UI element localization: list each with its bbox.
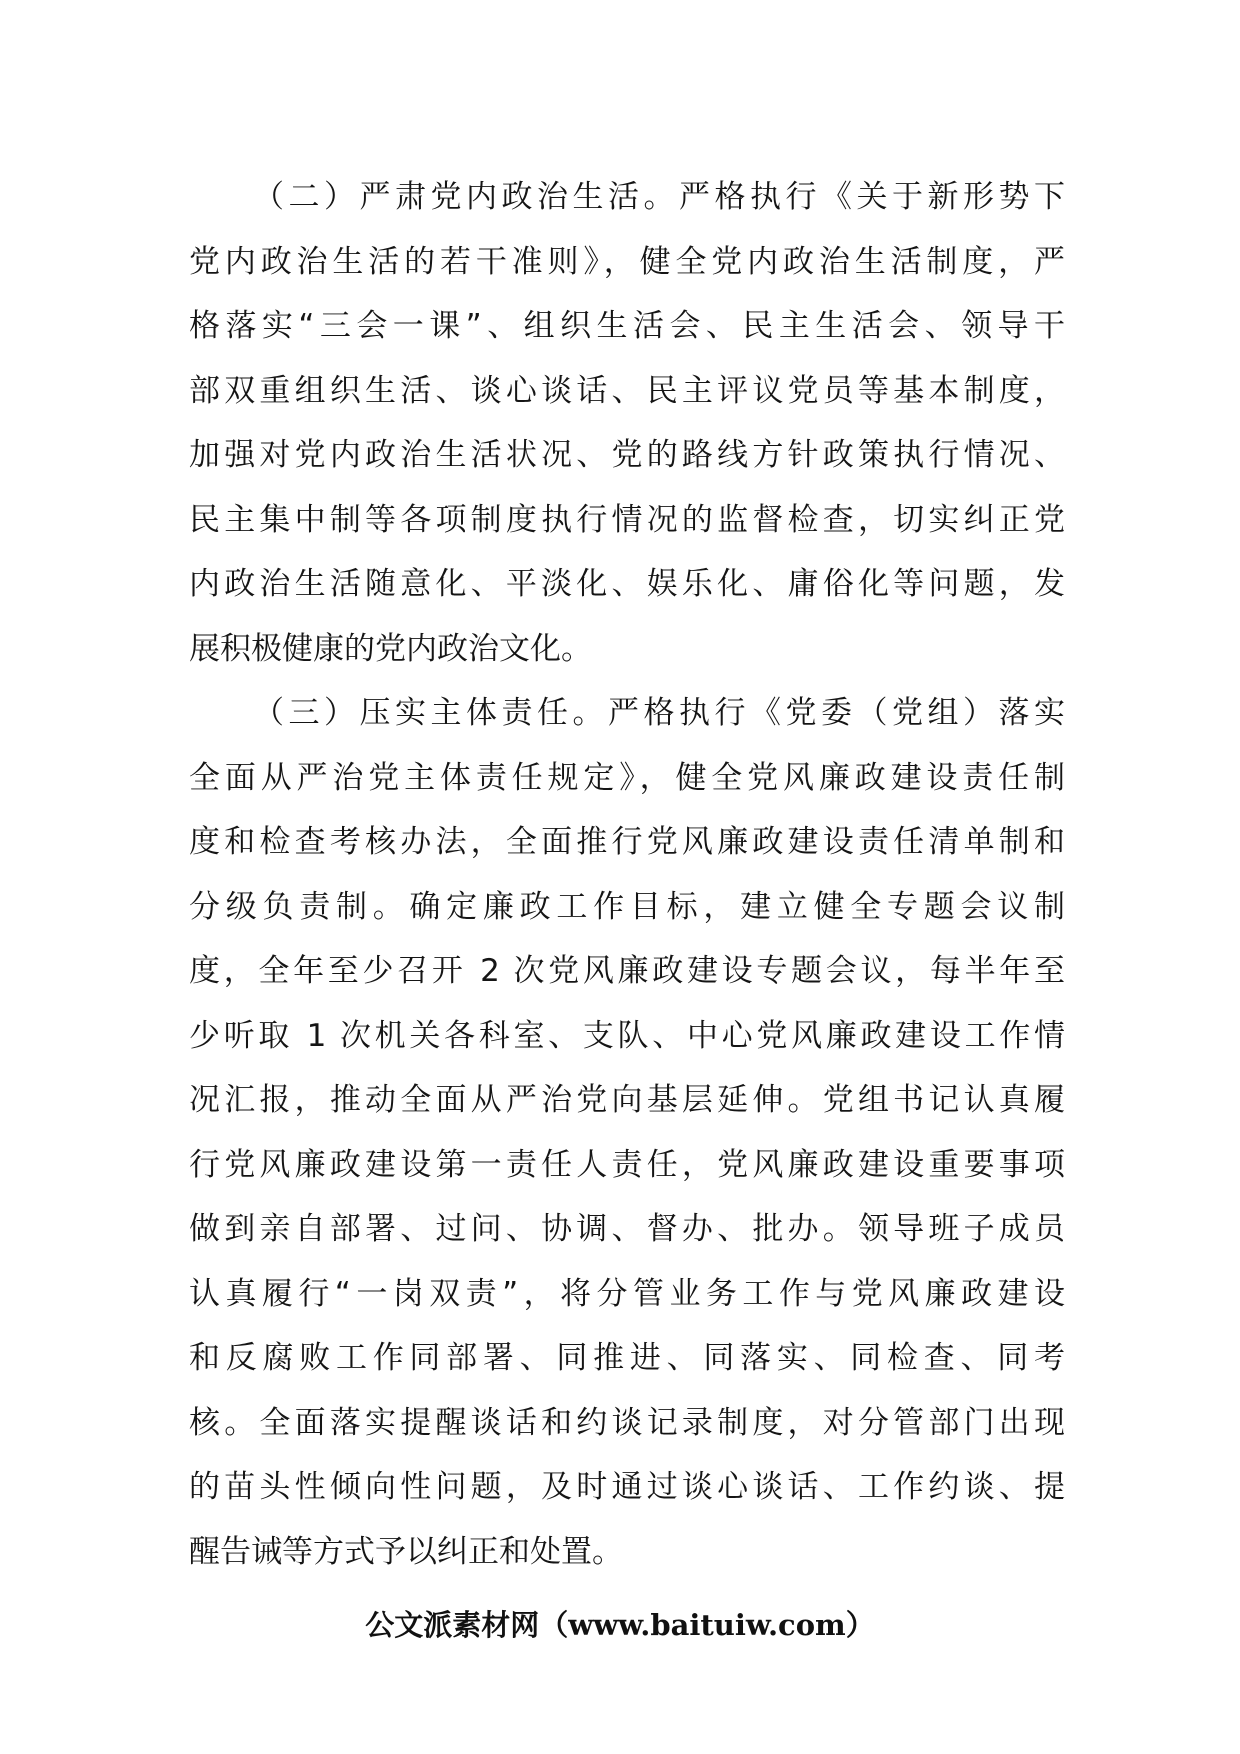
paragraph-line: 醒告诫等方式予以纠正和处置。	[189, 1533, 623, 1570]
paragraph-line: 做到亲自部署、过问、协调、督办、批办。领导班子成员	[189, 1211, 1065, 1247]
paragraph-line: 度和检查考核办法，全面推行党风廉政建设责任清单制和	[189, 824, 1065, 860]
paragraph-line: 全面从严治党主体责任规定》，健全党风廉政建设责任制	[189, 759, 1065, 796]
paragraph-line: 况汇报，推动全面从严治党向基层延伸。党组书记认真履	[189, 1082, 1065, 1118]
paragraph-line: 加强对党内政治生活状况、党的路线方针政策执行情况、	[189, 437, 1065, 473]
paragraph-line: 分级负责制。确定廉政工作目标，建立健全专题会议制	[189, 888, 1065, 925]
paragraph-line: 行党风廉政建设第一责任人责任，党风廉政建设重要事项	[189, 1146, 1065, 1183]
paragraph-line: 核。全面落实提醒谈话和约谈记录制度，对分管部门出现	[189, 1404, 1065, 1441]
document-body	[189, 165, 1065, 1584]
paragraph-line: 度，全年至少召开 2 次党风廉政建设专题会议，每半年至	[189, 953, 1065, 989]
footer-watermark: 公文派素材网（www.baituiw.com）	[365, 1608, 875, 1642]
paragraph-section-2	[189, 165, 1065, 681]
paragraph-line: 党内政治生活的若干准则》，健全党内政治生活制度，严	[189, 243, 1065, 280]
paragraph-section-3	[189, 681, 1065, 1584]
paragraph-line: 内政治生活随意化、平淡化、娱乐化、庸俗化等问题，发	[189, 566, 1065, 602]
paragraph-line: 部双重组织生活、谈心谈话、民主评议党员等基本制度，	[189, 372, 1065, 409]
paragraph-line: 认真履行“一岗双责”，将分管业务工作与党风廉政建设	[189, 1275, 1065, 1312]
paragraph-line: （二）严肃党内政治生活。严格执行《关于新形势下	[253, 179, 1065, 215]
paragraph-line: 的苗头性倾向性问题，及时通过谈心谈话、工作约谈、提	[189, 1469, 1065, 1505]
paragraph-line: 民主集中制等各项制度执行情况的监督检查，切实纠正党	[189, 501, 1065, 538]
paragraph-line: 和反腐败工作同部署、同推进、同落实、同检查、同考	[189, 1340, 1065, 1376]
paragraph-line: 少听取 1 次机关各科室、支队、中心党风廉政建设工作情	[189, 1017, 1065, 1054]
paragraph-line: 展积极健康的党内政治文化。	[189, 630, 592, 667]
paragraph-line: （三）压实主体责任。严格执行《党委（党组）落实	[253, 695, 1065, 731]
paragraph-line: 格落实“三会一课”、组织生活会、民主生活会、领导干	[189, 308, 1065, 344]
